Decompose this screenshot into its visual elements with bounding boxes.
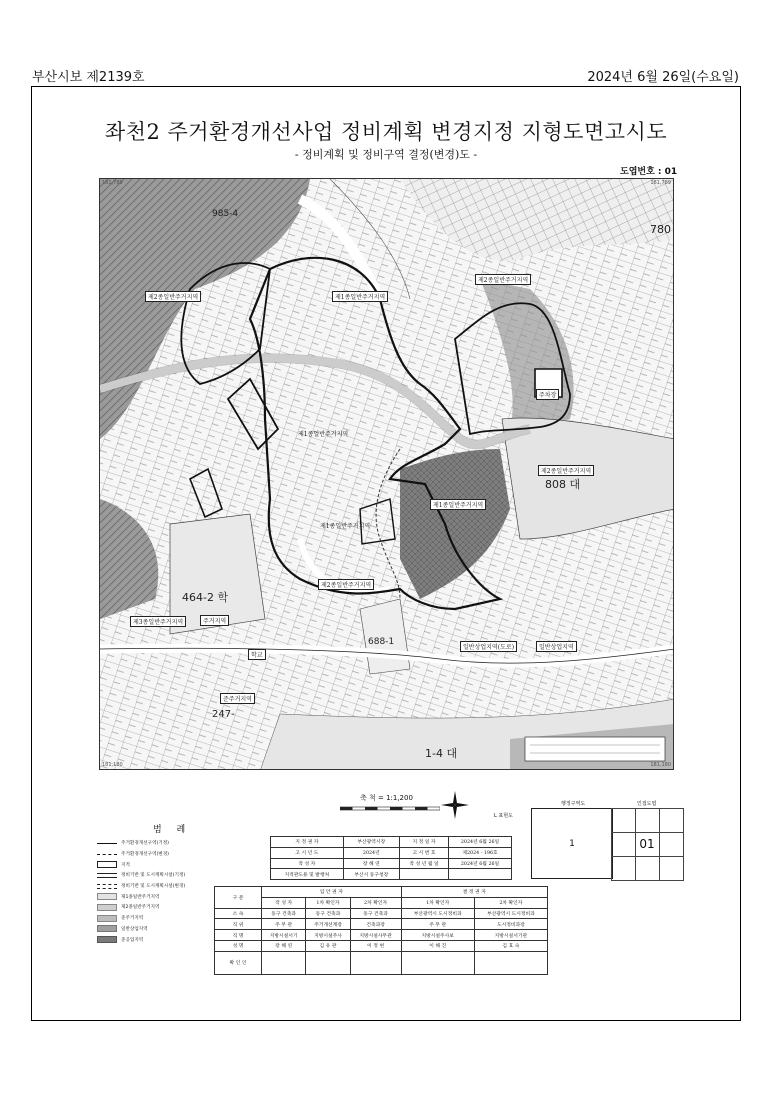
zone-label: 학교 [248, 649, 266, 660]
table-cell: 도시정비과장 [474, 919, 547, 930]
table-cell: 지방시설서기 [262, 930, 306, 941]
table-cell [306, 951, 350, 974]
grid-cell [659, 832, 684, 857]
legend-item: 준공업지역 [121, 937, 144, 943]
legend-title: 범 례 [153, 825, 192, 835]
zone-label: 제2종일반주거지역 [475, 274, 531, 285]
table-cell: 지 정 권 자 [271, 837, 344, 848]
legend-swatch [97, 873, 117, 878]
grid-cell [635, 808, 660, 833]
legend-item: 주거환경개선구역(변경) [121, 852, 169, 858]
page-title: 좌천2 주거환경개선사업 정비계획 변경지정 지형도면고시도 [104, 120, 668, 144]
corner-coordinate-tr: 181,789 [650, 180, 671, 186]
grid-cell [659, 856, 684, 881]
zone-label-center: 제1종일반주거지역 [298, 431, 349, 438]
legend-swatch [97, 861, 117, 868]
table-cell: 건축과장 [350, 919, 401, 930]
legend-item: 지적 [121, 862, 130, 868]
scale-bar [340, 805, 440, 813]
grid-cell [611, 808, 636, 833]
table-cell: 제2024 - 196호 [449, 847, 512, 858]
table-cell: 주 무 관 [401, 919, 474, 930]
publication-name: 부산시보 제2139호 [32, 70, 145, 85]
table-cell: 지적관도용 및 발행처 [271, 869, 344, 880]
zone-label-center: 제1종일반주거지역 [320, 523, 371, 530]
legend-item: 제2종일반주거지역 [121, 905, 160, 911]
legend-item: 제1종일반주거지역 [121, 894, 160, 900]
legend-item: 정비기반 및 도시계획시설(기정) [121, 873, 186, 879]
scale-label: 축 척 = 1:1,200 [360, 794, 413, 802]
table-cell: 2024년 6월 26일 [449, 837, 512, 848]
legend-swatch [97, 893, 117, 900]
index-label: 인접도엽 [637, 801, 657, 807]
table-cell [449, 869, 512, 880]
table-cell: 고 시 년 도 [271, 847, 344, 858]
table-cell: 지방시설주사보 [401, 930, 474, 941]
table-cell [350, 951, 401, 974]
zone-label: 주거지역 [200, 615, 229, 626]
table-cell: 2024년 6월 26일 [449, 858, 512, 869]
parcel-label: 808 대 [545, 478, 581, 491]
grid-cell [635, 856, 660, 881]
corner-coordinate-tl: 181,789 [102, 180, 123, 186]
table-cell: 작 성 자 [262, 897, 306, 908]
zone-label: 제1종일반주거지역 [430, 499, 486, 510]
table-cell: 동구 건축과 [262, 908, 306, 919]
table-cell: 2차 확인자 [474, 897, 547, 908]
table-cell: 직 명 [215, 930, 262, 941]
index-label: 행정구역도 [561, 801, 586, 807]
table-cell: 고 시 번 호 [399, 847, 448, 858]
table-cell: 직 위 [215, 919, 262, 930]
table-cell: 입 안 권 자 [262, 887, 402, 898]
zone-label: 준주거지역 [220, 693, 255, 704]
table-cell: 김 유 관 [306, 940, 350, 951]
adjacent-sheet-grid [611, 808, 683, 880]
corner-coordinate-bl: 181,180 [102, 762, 123, 768]
table-cell: 확 인 인 [215, 951, 262, 974]
zone-label: 일반상업지역 [536, 641, 577, 652]
table-cell: 작 성 자 [271, 858, 344, 869]
table-cell: 지방시설주사 [306, 930, 350, 941]
table-cell: 부산시 동구청장 [343, 869, 399, 880]
corner-coordinate-br: 181,180 [650, 762, 671, 768]
table-cell: 지방시설서기관 [474, 930, 547, 941]
table-cell: 장 해 연 [262, 940, 306, 951]
legend-swatch [97, 904, 117, 911]
parcel-label: 247- [212, 709, 235, 720]
parcel-label: 1-4 대 [425, 747, 458, 760]
table-cell [399, 869, 448, 880]
legend-item: 준주거지역 [121, 916, 144, 922]
table-cell: 작 성 년 월 일 [399, 858, 448, 869]
grid-cell-center: 01 [635, 832, 660, 857]
table-cell: 장 해 연 [343, 858, 399, 869]
table-cell: 주 무 관 [262, 919, 306, 930]
index-label: L 표현도 [494, 813, 513, 819]
table-cell [401, 951, 474, 974]
parcel-label: 985-4 [212, 209, 239, 219]
table-cell: 김 효 숙 [474, 940, 547, 951]
legend-swatch [97, 925, 117, 932]
doc-number: 도엽번호 : 01 [620, 167, 678, 177]
approval-table [214, 886, 548, 975]
parcel-label: 688-1 [368, 637, 395, 647]
legend-swatch [97, 854, 117, 855]
table-cell: 지방시설사무관 [350, 930, 401, 941]
table-cell: 구 분 [215, 887, 262, 909]
admin-index-value: 1 [569, 838, 575, 849]
table-cell: 1차 확인자 [306, 897, 350, 908]
grid-cell [611, 832, 636, 857]
zone-label: 주차장 [536, 389, 559, 400]
grid-cell [611, 856, 636, 881]
table-cell: 부산광역시 도시정비과 [401, 908, 474, 919]
zone-label: 일반상업지역(도로) [460, 641, 517, 652]
table-cell: 2024년 [343, 847, 399, 858]
table-cell: 결 정 권 자 [401, 887, 547, 898]
table-cell: 이 정 현 [350, 940, 401, 951]
legend-swatch [97, 884, 117, 889]
admin-index-box [531, 808, 613, 879]
legend-swatch [97, 843, 117, 844]
grid-cell [659, 808, 684, 833]
zone-label: 제1종일반주거지역 [332, 291, 388, 302]
legend-swatch [97, 936, 117, 943]
parcel-label: 464-2 학 [182, 591, 229, 604]
legend-item: 정비기반 및 도시계획시설(변경) [121, 884, 186, 890]
legend-item: 일반상업지역 [121, 926, 148, 932]
table-cell: 지 정 일 자 [399, 837, 448, 848]
designation-table [270, 836, 512, 880]
table-cell: 동구 건축과 [306, 908, 350, 919]
table-cell: 2차 확인자 [350, 897, 401, 908]
table-cell: 소 속 [215, 908, 262, 919]
zone-label: 제2종일반주거지역 [318, 579, 374, 590]
table-cell [262, 951, 306, 974]
legend-swatch [97, 915, 117, 922]
table-cell [474, 951, 547, 974]
parcel-label: 780 [650, 223, 671, 236]
table-cell: 부산광역시 도시정비과 [474, 908, 547, 919]
cadastral-map[interactable] [99, 178, 674, 770]
zone-label: 제3종일반주거지역 [130, 616, 186, 627]
table-cell: 성 명 [215, 940, 262, 951]
table-cell: 동구 건축과 [350, 908, 401, 919]
table-cell: 주거개선계장 [306, 919, 350, 930]
legend-item: 주거환경개선구역(기정) [121, 841, 169, 847]
table-cell: 1차 확인자 [401, 897, 474, 908]
zone-label: 제2종일반주거지역 [538, 465, 594, 476]
north-arrow-icon [440, 790, 470, 820]
table-cell: 부산광역시장 [343, 837, 399, 848]
table-cell: 이 해 진 [401, 940, 474, 951]
publication-date: 2024년 6월 26일(수요일) [587, 70, 739, 85]
zone-label: 제2종일반주거지역 [145, 291, 201, 302]
page-subtitle: - 정비계획 및 정비구역 결정(변경)도 - [294, 148, 478, 161]
